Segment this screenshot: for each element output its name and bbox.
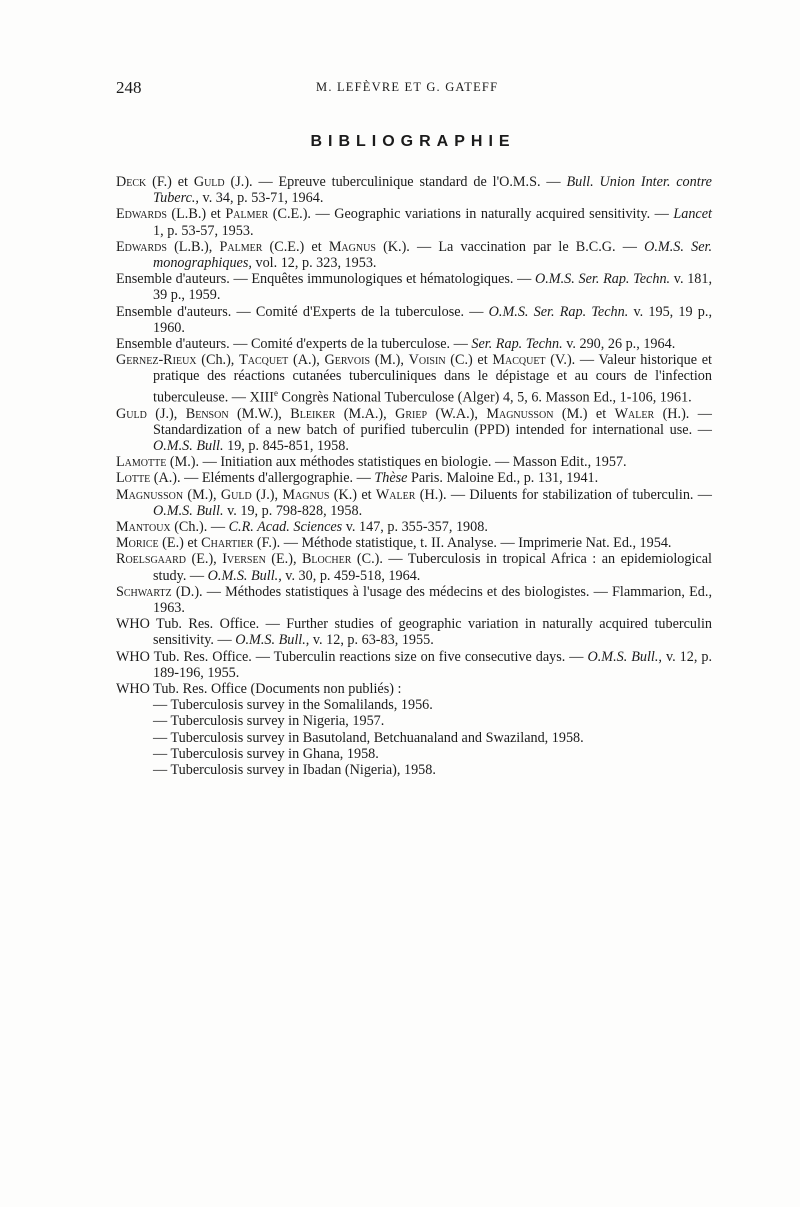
journal-title: Thèse [374, 470, 408, 487]
journal-title: C.R. Acad. Sciences [228, 519, 343, 535]
entry-text: (H.). — Diluents for stabilization of tuberculin. — [415, 486, 712, 503]
entry-text: v. 34, p. 53-71, 1964. [198, 190, 324, 207]
running-title: M. LEFÈVRE ET G. GATEFF [316, 80, 499, 94]
author-name: Waler [614, 405, 655, 422]
entry-text: (M.A.), [335, 405, 396, 422]
entry-text: 19, p. 845-851, 1958. [223, 437, 349, 454]
author-name: Blocher [301, 551, 352, 568]
bibliography-entry [116, 406, 712, 455]
entry-text: (M.). — Initiation aux méthodes statistiques en biologie. — Masson Edit., 1957. [166, 454, 627, 471]
entry-text: Ensemble d'auteurs. — Comité d'experts de la tuberculose. — [116, 336, 472, 353]
entry-text: (Ch.), [196, 352, 240, 369]
author-name: Palmer [225, 206, 269, 223]
entry-text: (Ch.). — [170, 519, 229, 535]
bibliography-entry [116, 206, 712, 238]
author-name: Tacquet [239, 352, 289, 369]
entry-text: (F.). — Méthode statistique, t. II. Analyse. — Imprimerie Nat. Ed., 1954. [253, 535, 672, 552]
entry-text: v. 290, 26 p., 1964. [562, 336, 676, 353]
journal-title: O.M.S. Bull. [153, 437, 224, 454]
entry-text: v. 147, p. 355-357, 1908. [342, 519, 488, 535]
survey-item: — Tuberculosis survey in the Somalilands, 1956. [153, 697, 433, 714]
survey-item: — Tuberculosis survey in Ibadan (Nigeria), 1958. [153, 762, 436, 779]
bibliography-entry [116, 487, 712, 519]
author-name: Guld [116, 405, 147, 422]
bibliography-entry [116, 304, 712, 336]
entry-text: (J.), [146, 405, 186, 422]
entry-text: (E.) et [158, 535, 202, 552]
bibliography-entry [116, 271, 712, 303]
author-name: Magnus [282, 486, 330, 503]
author-name: Mantoux [116, 519, 171, 535]
section-title: BIBLIOGRAPHIE [310, 133, 516, 150]
entry-text: 1, p. 53-57, 1953. [153, 222, 254, 239]
bibliography-entry [116, 454, 712, 470]
entry-text: e [273, 387, 278, 398]
entry-text: (W.A.), [427, 405, 487, 422]
entry-text: vol. 12, p. 323, 1953. [251, 255, 377, 272]
author-name: Lotte [116, 470, 151, 487]
author-name: Voisin [408, 352, 446, 369]
journal-title: O.M.S. Bull., [587, 648, 662, 665]
entry-text: v. 19, p. 798-828, 1958. [223, 502, 363, 519]
author-name: Palmer [219, 238, 263, 255]
author-name: Waler [375, 486, 416, 503]
bibliography-entry [116, 239, 712, 271]
author-name: Chartier [201, 535, 254, 552]
author-name: Edwards [116, 238, 167, 255]
entry-text: v. 30, p. 459-518, 1964. [281, 567, 421, 584]
survey-item: — Tuberculosis survey in Basutoland, Betchuanaland and Swaziland, 1958. [153, 729, 584, 746]
entry-text: (J.). — Epreuve tuberculinique standard de l'O.M.S. — [224, 174, 567, 190]
bibliography-entry [116, 470, 712, 486]
journal-title: Ser. Rap. Techn. [471, 336, 563, 353]
entry-text: (H.). — Standardization of a new batch of purified tuberculin (PPD) intended for international use. — [153, 405, 712, 438]
author-name: Benson [185, 405, 229, 422]
entry-text: (C.E.) et [262, 238, 329, 255]
entry-text: Paris. Maloine Ed., p. 131, 1941. [407, 470, 599, 487]
journal-title: O.M.S. Bull., [207, 567, 282, 584]
entry-text: Ensemble d'auteurs. — Comité d'Experts de la tuberculose. — [116, 303, 489, 320]
bibliography-entry [116, 336, 712, 352]
survey-list [116, 697, 712, 778]
author-name: Gervois [324, 352, 371, 369]
entry-text: (A.), [288, 352, 325, 369]
author-name: Edwards [116, 206, 167, 223]
entry-text: v. 12, p. 63-83, 1955. [309, 632, 434, 649]
entry-text: (D.). — Méthodes statistiques à l'usage des médecins et des biologistes. — Flammarion, Ed., 1963. [153, 583, 712, 617]
bibliography-entry [116, 649, 712, 681]
author-name: Gernez-Rieux [116, 352, 197, 369]
entry-text: (K.). — La vaccination par le B.C.G. — [375, 238, 645, 255]
entry-text: v. 195, 19 p., 1960. [153, 303, 712, 336]
author-name: Magnusson [486, 405, 554, 422]
entry-text: (M.) et [553, 405, 615, 422]
bibliography-list [116, 174, 712, 778]
bibliography-entry [116, 616, 712, 648]
page-number: 248 [116, 78, 142, 97]
author-name: Guld [220, 486, 252, 503]
bibliography-entry [116, 551, 712, 583]
entry-text: (E.), [265, 551, 302, 568]
author-name: Iversen [222, 551, 266, 568]
entry-text: (L.B.), [166, 238, 220, 255]
who-unpublished-block [116, 681, 712, 778]
entry-text: (C.). — Tuberculosis in tropical Africa : an epidemiological study. — [153, 551, 712, 584]
who-unpublished-heading: WHO Tub. Res. Office (Documents non publiés) : [116, 681, 402, 698]
author-name: Deck [116, 174, 147, 190]
journal-title: Bull. Union Inter. contre Tuberc., [153, 174, 712, 207]
entry-text: v. 181, 39 p., 1959. [153, 271, 713, 304]
entry-text: (C.) et [445, 352, 493, 369]
entry-text: WHO Tub. Res. Office. — Tuberculin reactions size on five consecutive days. — [116, 648, 588, 665]
entry-text: (L.B.) et [166, 206, 226, 223]
author-name: Morice [116, 535, 159, 552]
running-head [116, 78, 712, 100]
author-name: Macquet [492, 352, 546, 369]
bibliography-entry [116, 535, 712, 551]
entry-text: Ensemble d'auteurs. — Enquêtes immunologiques et hématologiques. — [116, 271, 536, 288]
entry-text: (A.). — Eléments d'allergographie. — [150, 470, 375, 487]
journal-title: O.M.S. Ser. Rap. Techn. [535, 271, 671, 288]
entry-text: WHO Tub. Res. Office. — Further studies of geographic variation in naturally acquired tuberculin sensitivity. — [116, 616, 712, 649]
entry-text: v. 12, p. 189-196, 1955. [153, 648, 712, 681]
author-name: Roelsgaard [116, 551, 187, 568]
entry-text: (J.), [251, 486, 283, 503]
author-name: Guld [193, 174, 225, 190]
author-name: Magnusson [116, 486, 184, 503]
author-name: Bleiker [290, 405, 336, 422]
journal-title: O.M.S. Bull. [153, 502, 224, 519]
journal-title: O.M.S. Ser. Rap. Techn. [488, 303, 629, 320]
entry-text: (C.E.). — Geographic variations in naturally acquired sensitivity. — [268, 206, 674, 223]
entry-text: (E.), [186, 551, 223, 568]
entry-text: (M.W.), [228, 405, 291, 422]
author-name: Schwartz [116, 583, 172, 600]
author-name: Griep [395, 405, 428, 422]
entry-text: (M.), [370, 352, 409, 369]
entry-text: (F.) et [146, 174, 194, 190]
author-name: Lamotte [116, 454, 167, 471]
entry-text: (K.) et [329, 486, 376, 503]
bibliography-entry [116, 584, 712, 616]
entry-text: (M.), [183, 486, 221, 503]
bibliography-entry [116, 519, 712, 535]
entry-text: Congrès National Tuberculose (Alger) 4, 5, 6. Masson Ed., 1-106, 1961. [277, 389, 692, 406]
journal-title: O.M.S. Ser. monographiques, [153, 238, 712, 272]
author-name: Magnus [328, 238, 376, 255]
bibliography-entry [116, 174, 712, 206]
bibliography-entry [116, 352, 712, 405]
survey-item: — Tuberculosis survey in Nigeria, 1957. [153, 713, 385, 730]
entry-text: (V.). — Valeur historique et pratique des réactions cutanées tuberculiniques dans le dépistage et au cours de l'infection tuberculeuse. — XIII [153, 352, 712, 406]
bibliography-entries [116, 174, 712, 681]
journal-title: Lancet [673, 206, 712, 223]
journal-title: O.M.S. Bull., [235, 632, 310, 649]
survey-item: — Tuberculosis survey in Ghana, 1958. [153, 745, 379, 762]
